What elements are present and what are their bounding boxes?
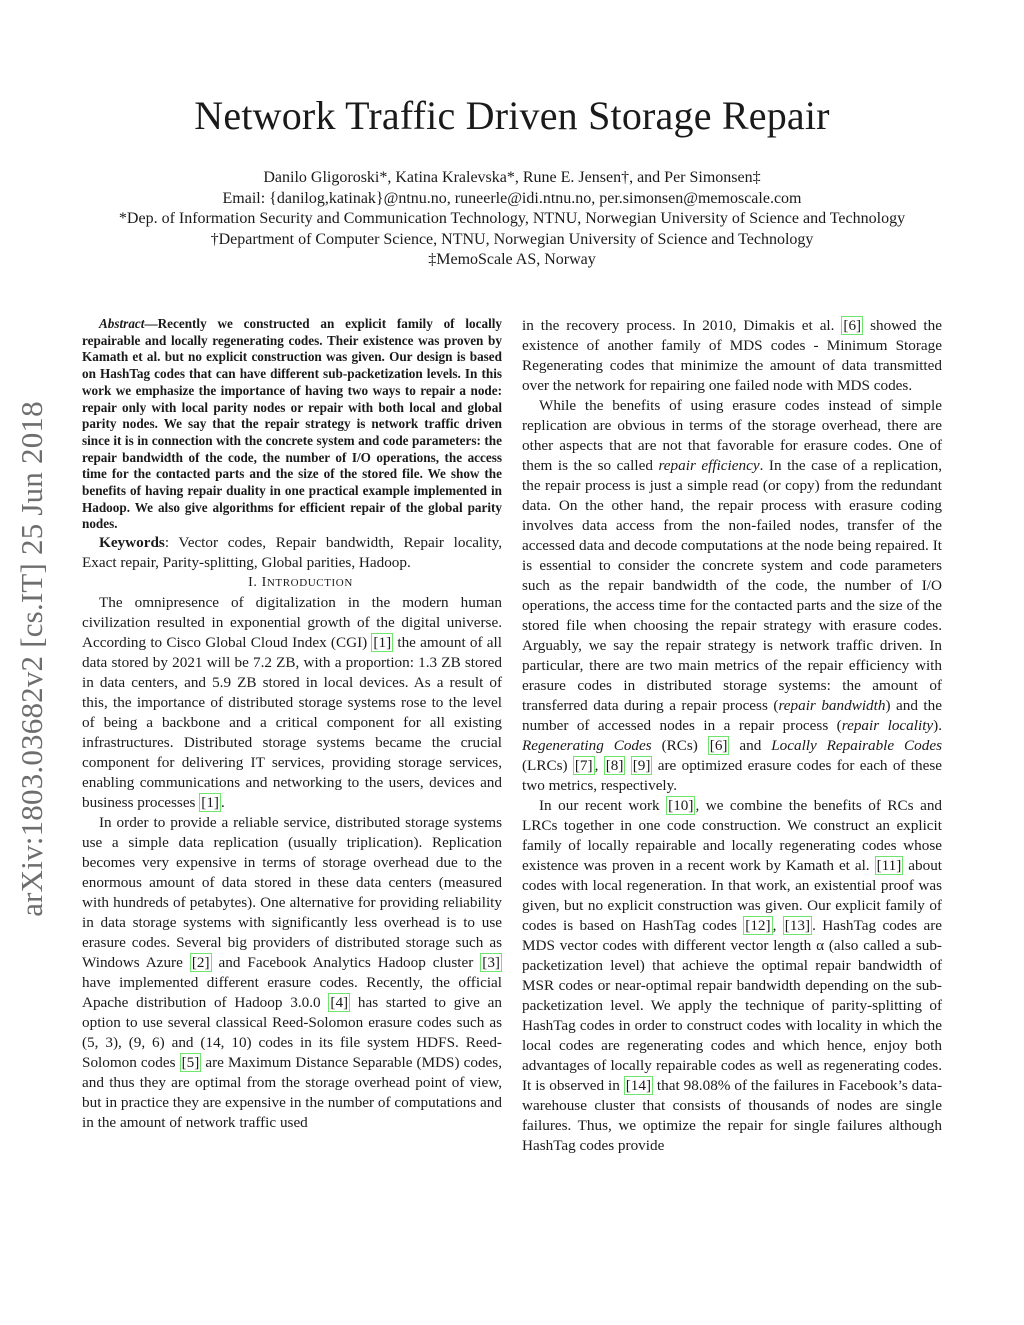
- citation-link[interactable]: [9]: [632, 757, 651, 774]
- right-paragraph-continuation: in the recovery process. In 2010, Dimakis et al. [6] showed the existence of another family of MDS codes - Minimum Storage Regenerating codes that minimize the amount of data transmitted over the network for repairing one failed node with MDS codes.: [522, 317, 942, 394]
- citation-link[interactable]: [2]: [191, 954, 210, 972]
- abstract-text: Recently we constructed an explicit family of locally repairable and locally regenerating codes. Their existence was proven by Kamath et al. but no explicit construction was given. Our design is based on HashTag codes that can have different sub-packetization levels. In this work we emphasize the importance of having two ways to repair a node: repair only with local parity nodes or repair with both local and global parity nodes. We say that the repair strategy is network traffic driven since it is in connection with the concrete system and code parameters: the repair bandwidth of the code, the number of I/O operations, the access time for the contacted parts and the size of the stored file. We show the benefits of having repair duality in one practical example implemented in Hadoop. We also give algorithms for efficient repair of the global parity nodes.: [82, 316, 502, 532]
- author-list: Danilo Gligoroski*, Katina Kralevska*, Rune E. Jensen†, and Per Simonsen‡: [263, 169, 761, 186]
- right-paragraph-repair-efficiency: While the benefits of using erasure codes instead of simple replication are obvious in terms of the storage overhead, there are other aspects that are not that favorable for erasure codes. One of them is the so called repair efficiency. In the case of a replication, the repair process is just a simple read (or copy) from the redundant data. On the other hand, the repair process with erasure coding involves data access from the non-failed nodes, transfer of the accessed data and decode computations at the node being repaired. It is essential to consider the concrete system and code parameters such as the repair bandwidth of the code, the number of I/O operations, the access time for the contacted parts and the size of the stored file when choosing the repair strategy with erasure codes. Arguably, we say the repair strategy is network traffic driven. In particular, there are two main metrics of the repair efficiency with erasure codes in distributed storage systems: the amount of transferred data during a repair process (repair bandwidth) and the number of accessed nodes in a repair process (repair locality). Regenerating Codes (RCs) [6] and Locally Repairable Codes (LRCs) [7] , [8] [9] are optimized erasure codes for each of these two metrics, respectively.: [522, 397, 943, 794]
- citation-link[interactable]: [1]: [201, 794, 219, 812]
- keywords-label: Keywords: [99, 534, 165, 552]
- author-emails: Email: {danilog,katinak}@ntnu.no, runeerle@idi.ntnu.no, per.simonsen@memoscale.com: [222, 189, 802, 207]
- citation-link[interactable]: [3]: [482, 954, 500, 972]
- right-paragraph-recent-work: In our recent work [10] , we combine the benefits of RCs and LRCs together in one code construction. We construct an explicit family of locally repairable and locally regenerating codes whose existence was proven in a recent work by Kamath et al. [11] about codes with local regeneration. In that work, an existential proof was given, but no explicit construction was given. Our explicit family of codes is based on HashTag codes [12] , [13] . HashTag codes are MDS vector codes with different vector length α (also called a sub-packetization level) that achieve the optimal repair bandwidth of MSR codes or near-optimal repair bandwidth depending on the sub-packetization level. We apply the technique of parity-splitting of HashTag codes in order to construct codes with locality in which the local codes are regenerating codes and which hence, enjoy both advantages of locally repairable codes as well as regenerating codes. It is observed in [14] that 98.08% of the failures in Facebook’s data-warehouse cluster that consists of thousands of nodes are single failures. Thus, we optimize the repair for single failures although HashTag codes provide: [522, 797, 943, 1154]
- abstract-label: Abstract: [99, 316, 145, 331]
- citation-link[interactable]: [6]: [843, 317, 862, 334]
- citation-link[interactable]: [10]: [668, 797, 694, 814]
- arxiv-sidebar-stamp: [4, 372, 60, 946]
- citation-link[interactable]: [7]: [574, 757, 593, 774]
- citation-link[interactable]: [11]: [876, 857, 902, 874]
- intro-paragraph-2: In order to provide a reliable service, distributed storage systems use a simple data replication (usually triplication). Replication becomes very expensive in terms of storage overhead due to the enormous amount of data stored in these data centers (measured with hundreds of petabytes). One alternative for providing reliability in data storage systems with significantly less overhead is to use erasure codes. Several big providers of distributed storage such as Windows Azure [2] and Facebook Analytics Hadoop cluster [3] have implemented different erasure codes. Recently, the official Apache distribution of Hadoop 3.0.0 [4] has started to give an option to use several classical Reed-Solomon erasure codes such as (5, 3), (9, 6) and (14, 10) codes in its file system HDFS. Reed-Solomon codes [5] are Maximum Distance Separable (MDS) codes, and thus they are optimal from the storage overhead point of view, but in practice they are expensive in the number of computations and in the amount of network traffic used: [82, 814, 502, 1132]
- section-title-rest: NTRODUCTION: [266, 577, 353, 590]
- right-column: [522, 316, 942, 1156]
- citation-link[interactable]: [12]: [745, 917, 771, 934]
- citation-link[interactable]: [5]: [181, 1054, 200, 1072]
- arxiv-id: arXiv:1803.03682v2 [cs.IT] 25 Jun 2018: [14, 401, 49, 917]
- author-block: [0, 168, 1024, 271]
- citation-link[interactable]: [13]: [784, 917, 811, 934]
- left-column: [82, 316, 502, 1133]
- intro-paragraph-1: The omnipresence of digitalization in the modern human civilization resulted in exponential growth of the digital universe. According to Cisco Global Cloud Index (CGI) [1] the amount of all data stored by 2021 will be 7.2 ZB, with a proportion: 1.3 ZB stored in data centers, and 5.9 ZB stored in local devices. As a result of this, the importance of distributed storage systems rose to the level of being a backbone and a critical component for all existing infrastructures. Distributed storage systems became the crucial component for delivering IT services, providing storage services, enabling communications and networking to the users, devices and business processes [1] .: [82, 594, 502, 812]
- affiliation-2: †Department of Computer Science, NTNU, Norwegian University of Science and Technology: [210, 230, 814, 248]
- abstract: [82, 316, 502, 533]
- citation-link[interactable]: [6]: [709, 737, 728, 754]
- affiliation-1: *Dep. of Information Security and Communication Technology, NTNU, Norwegian University of Science and Technology: [118, 210, 906, 227]
- citation-link[interactable]: [1]: [373, 634, 392, 652]
- abstract-dash: —: [144, 316, 158, 331]
- citation-link[interactable]: [4]: [330, 994, 349, 1012]
- paper-title: Network Traffic Driven Storage Repair: [194, 93, 830, 138]
- keywords: [82, 533, 502, 573]
- section-numeral: I.: [248, 575, 262, 591]
- citation-link[interactable]: [8]: [605, 757, 624, 774]
- keywords-text: : Vector codes, Repair bandwidth, Repair locality, Exact repair, Parity-splitting, Global parities, Hadoop.: [82, 534, 502, 572]
- section-heading-introduction: [82, 573, 502, 593]
- citation-link[interactable]: [14]: [625, 1077, 652, 1094]
- affiliation-3: ‡MemoScale AS, Norway: [428, 251, 596, 268]
- section-first-letter: I: [261, 575, 267, 591]
